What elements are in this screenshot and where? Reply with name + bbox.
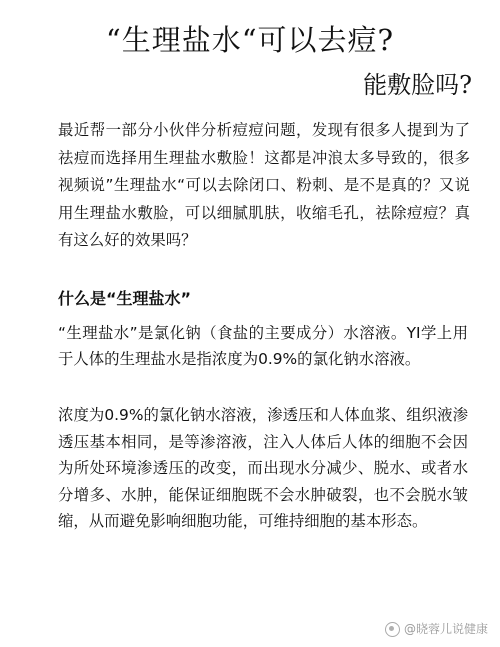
intro-paragraph: 最近帮一部分小伙伴分析痘痘问题，发现有很多人提到为了祛痘而选择用生理盐水敷脸！这都是冲浪太多导致的，很多视频说”生理盐水“可以去除闭口、粉刺、是不是真的？又说用生理盐水敷脸，可以细腻肌肤，收缩毛孔，祛除痘痘？真有这么好的效果吗？ <box>58 121 470 249</box>
logo-icon <box>385 622 400 637</box>
section-paragraph: “生理盐水”是氯化钠（食盐的主要成分）水溶液。YI学上用于人体的生理盐水是指浓度为0.9%的氯化钠水溶液。 <box>58 324 468 368</box>
article-subtitle: 能敷脸吗? <box>363 71 472 99</box>
watermark-text: @晓蓉儿说健康 <box>403 622 488 636</box>
watermark <box>385 621 488 637</box>
article-title: “生理盐水“可以去痘? <box>105 23 395 57</box>
section-paragraph: 浓度为0.9%的氯化钠水溶液，渗透压和人体血浆、组织液渗透压基本相同，是等渗溶液，注入人体后人体的细胞不会因为所处环境渗透压的改变，而出现水分减少、脱水、或者水分增多、水肿，能保证细胞既不会水肿破裂，也不会脱水皱缩，从而避免影响细胞功能，可维持细胞的基本形态。 <box>58 406 468 530</box>
section-heading: 什么是“生理盐水” <box>58 289 192 308</box>
